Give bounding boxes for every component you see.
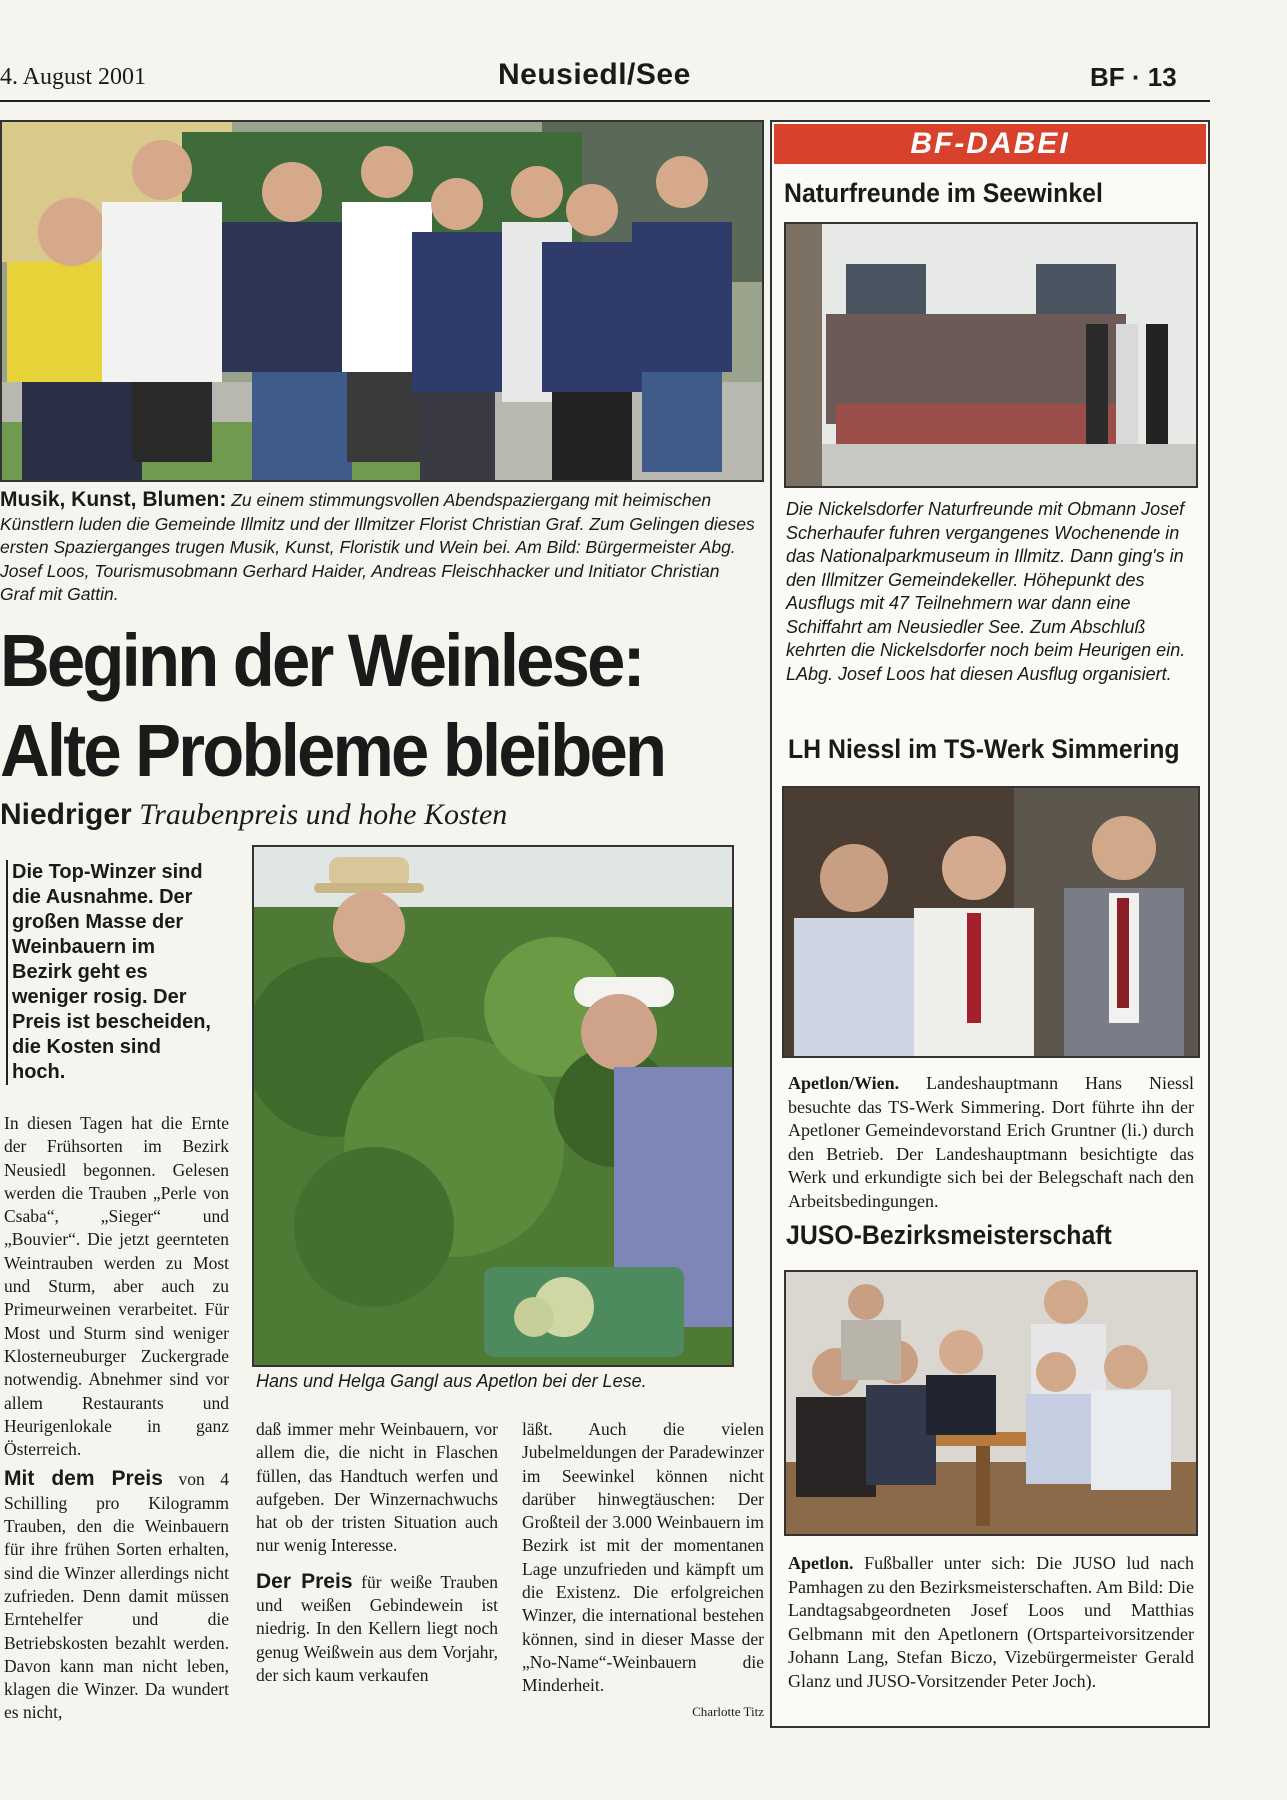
headline-line-2: Alte Probleme bleiben bbox=[0, 709, 665, 792]
niessl-photo bbox=[782, 786, 1200, 1058]
col2-subhead: Der Preis bbox=[256, 1569, 353, 1593]
juso-photo bbox=[784, 1270, 1198, 1536]
col2-text: für weiße Trauben und weißen Gebindewein ist niedrig. In den Kellern liegt noch genug Weißwein aus dem Vorjahr, der sich kaum verkaufen bbox=[256, 1571, 499, 1685]
niessl-caption-lead: Apetlon/Wien. bbox=[788, 1073, 900, 1093]
col2-paragraph-2 bbox=[256, 1570, 498, 1687]
juso-caption bbox=[788, 1552, 1194, 1693]
section-title: Neusiedl/See bbox=[498, 58, 691, 91]
article-column-1 bbox=[4, 1112, 229, 1725]
juso-caption-lead: Apetlon. bbox=[788, 1553, 854, 1573]
bf-dabei-banner: BF-DABEI bbox=[774, 124, 1206, 164]
niessl-illustration bbox=[784, 788, 1198, 1056]
article-author: Charlotte Titz bbox=[692, 1703, 764, 1719]
naturfreunde-photo bbox=[784, 222, 1198, 488]
juso-illustration bbox=[786, 1272, 1196, 1534]
naturfreunde-caption: Die Nickelsdorfer Naturfreunde mit Obmann Josef Scherhaufer fuhren vergangenes Wochenende in das Nationalparkmuseum in Illmitz. Dann ging's in den Illmitzer Gemeindekeller. Höhepunkt des Ausflugs mit 47 Teilnehmern war dann eine Schiffahrt am Neusiedler See. Zum Abschluß kehrten die Nickelsdorfer noch beim Heurigen ein. LAbg. Josef Loos hat diesen Ausflug organisiert. bbox=[786, 499, 1186, 684]
juso-title: JUSO-Bezirksmeisterschaft bbox=[786, 1220, 1112, 1250]
group-photo-illmitz bbox=[0, 120, 764, 482]
group-photo-illustration bbox=[2, 122, 762, 480]
headline-line-1: Beginn der Weinlese: bbox=[0, 619, 643, 702]
niessl-caption bbox=[788, 1072, 1194, 1213]
col3-paragraph-1: läßt. Auch die vielen Jubelmeldungen der Paradewinzer im Seewinkel können nicht darüber hinwegtäuschen: Der Großteil der 3.000 Weinbauern im Bezirk ist mit der momentanen Lage unzufrieden und kämpft um die Existenz. Die erfolgreichen Winzer, die international bestehen können, sind in dieser Masse der „No-Name“-Weinbauern die Minderheit. bbox=[522, 1419, 764, 1696]
col2-paragraph-1: daß immer mehr Weinbauern, vor allem die, die nicht in Flaschen füllen, das Handtuch werfen und aufgeben. Der Winzernachwuchs hat ob der tristen Situation auch nur wenig Interesse. bbox=[256, 1419, 498, 1556]
group-photo-caption bbox=[0, 488, 755, 607]
article-teaser: Die Top-Winzer sind die Ausnahme. Der großen Masse der Weinbauern im Bezirk geht es weniger rosig. Der Preis ist bescheiden, die Kosten sind hoch. bbox=[6, 860, 217, 1085]
subhead-bold: Niedriger bbox=[0, 798, 132, 831]
page-number: BF · 13 bbox=[1090, 62, 1177, 92]
niessl-caption-text: Landeshauptmann Hans Niessl besuchte das TS-Werk Simmering. Dort führte ihn der Apetloner Gemeindevorstand Erich Gruntner (li.) durch den Betrieb. Der Landeshauptmann besichtigte das Werk und erkundigte sich bei der Belegschaft nach den Arbeitsbedingungen. bbox=[788, 1073, 1194, 1211]
caption-lead: Musik, Kunst, Blumen: bbox=[0, 488, 227, 511]
niessl-title: LH Niessl im TS-Werk Simmering bbox=[788, 734, 1180, 764]
issue-date: 4. August 2001 bbox=[0, 64, 147, 90]
col1-paragraph-1: In diesen Tagen hat die Ernte der Frühsorten im Bezirk Neusiedl begonnen. Gelesen werden die Trauben „Perle von Csaba“, „Sieger“ und „Bouvier“. Die jetzt geernteten Weintrauben werden zu Most und Sturm, aber auch zu Primeurweinen verarbeitet. Für Most und Sturm sind weniger Klosterneuburger Zuckergrade notwendig. Abnehmer sind vor allem Restaurants und Heurigenlokale in ganz Österreich. bbox=[4, 1113, 229, 1460]
article-column-2 bbox=[256, 1418, 498, 1687]
col1-subhead: Mit dem Preis bbox=[4, 1467, 163, 1491]
col1-paragraph-2 bbox=[4, 1467, 229, 1724]
naturfreunde-illustration bbox=[786, 224, 1196, 486]
grape-harvest-caption: Hans und Helga Gangl aus Apetlon bei der Lese. bbox=[256, 1371, 647, 1391]
header-rule bbox=[0, 100, 1210, 102]
article-column-3 bbox=[522, 1418, 764, 1723]
grape-harvest-photo bbox=[252, 845, 734, 1367]
subheadline bbox=[0, 798, 507, 832]
caption-text: Zu einem stimmungsvollen Abendspaziergang mit heimischen Künstlern luden die Gemeinde Illmitz und der Illmitzer Florist Christian Graf. Zum Gelingen dieses ersten Spazierganges trugen Musik, Kunst, Floristik und Wein bei. Am Bild: Bürgermeister Abg. Josef Loos, Tourismusobmann Gerhard Haider, Andreas Fleischhacker und Initiator Christian Graf mit Gattin. bbox=[0, 490, 755, 604]
grape-harvest-illustration bbox=[254, 847, 732, 1365]
subhead-rest: Traubenpreis und hohe Kosten bbox=[139, 798, 508, 831]
juso-caption-text: Fußballer unter sich: Die JUSO lud nach Pamhagen zu den Bezirksmeisterschaften. Am Bild: Die Landtagsabgeordneten Josef Loos und Matthias Gelbmann mit den Apetlonern (Ortsparteivorsitzender Johann Lang, Stefan Biczo, Vizebürgermeister Gerald Glanz und JUSO-Vorsitzender Peter Joch). bbox=[788, 1553, 1195, 1691]
bf-dabei-sidebar bbox=[770, 120, 1210, 1728]
col1-text: von 4 Schilling pro Kilogramm Trauben, den die Weinbauern für ihre frühen Sorten erhalten, sind die Winzer allerdings nicht zufrieden. Denn damit müssen Erntehelfer und die Betriebskosten bezahlt werden. Davon kann man nicht leben, klagen die Winzer. Da wundert es nicht, bbox=[4, 1469, 230, 1723]
naturfreunde-title: Naturfreunde im Seewinkel bbox=[784, 178, 1103, 208]
